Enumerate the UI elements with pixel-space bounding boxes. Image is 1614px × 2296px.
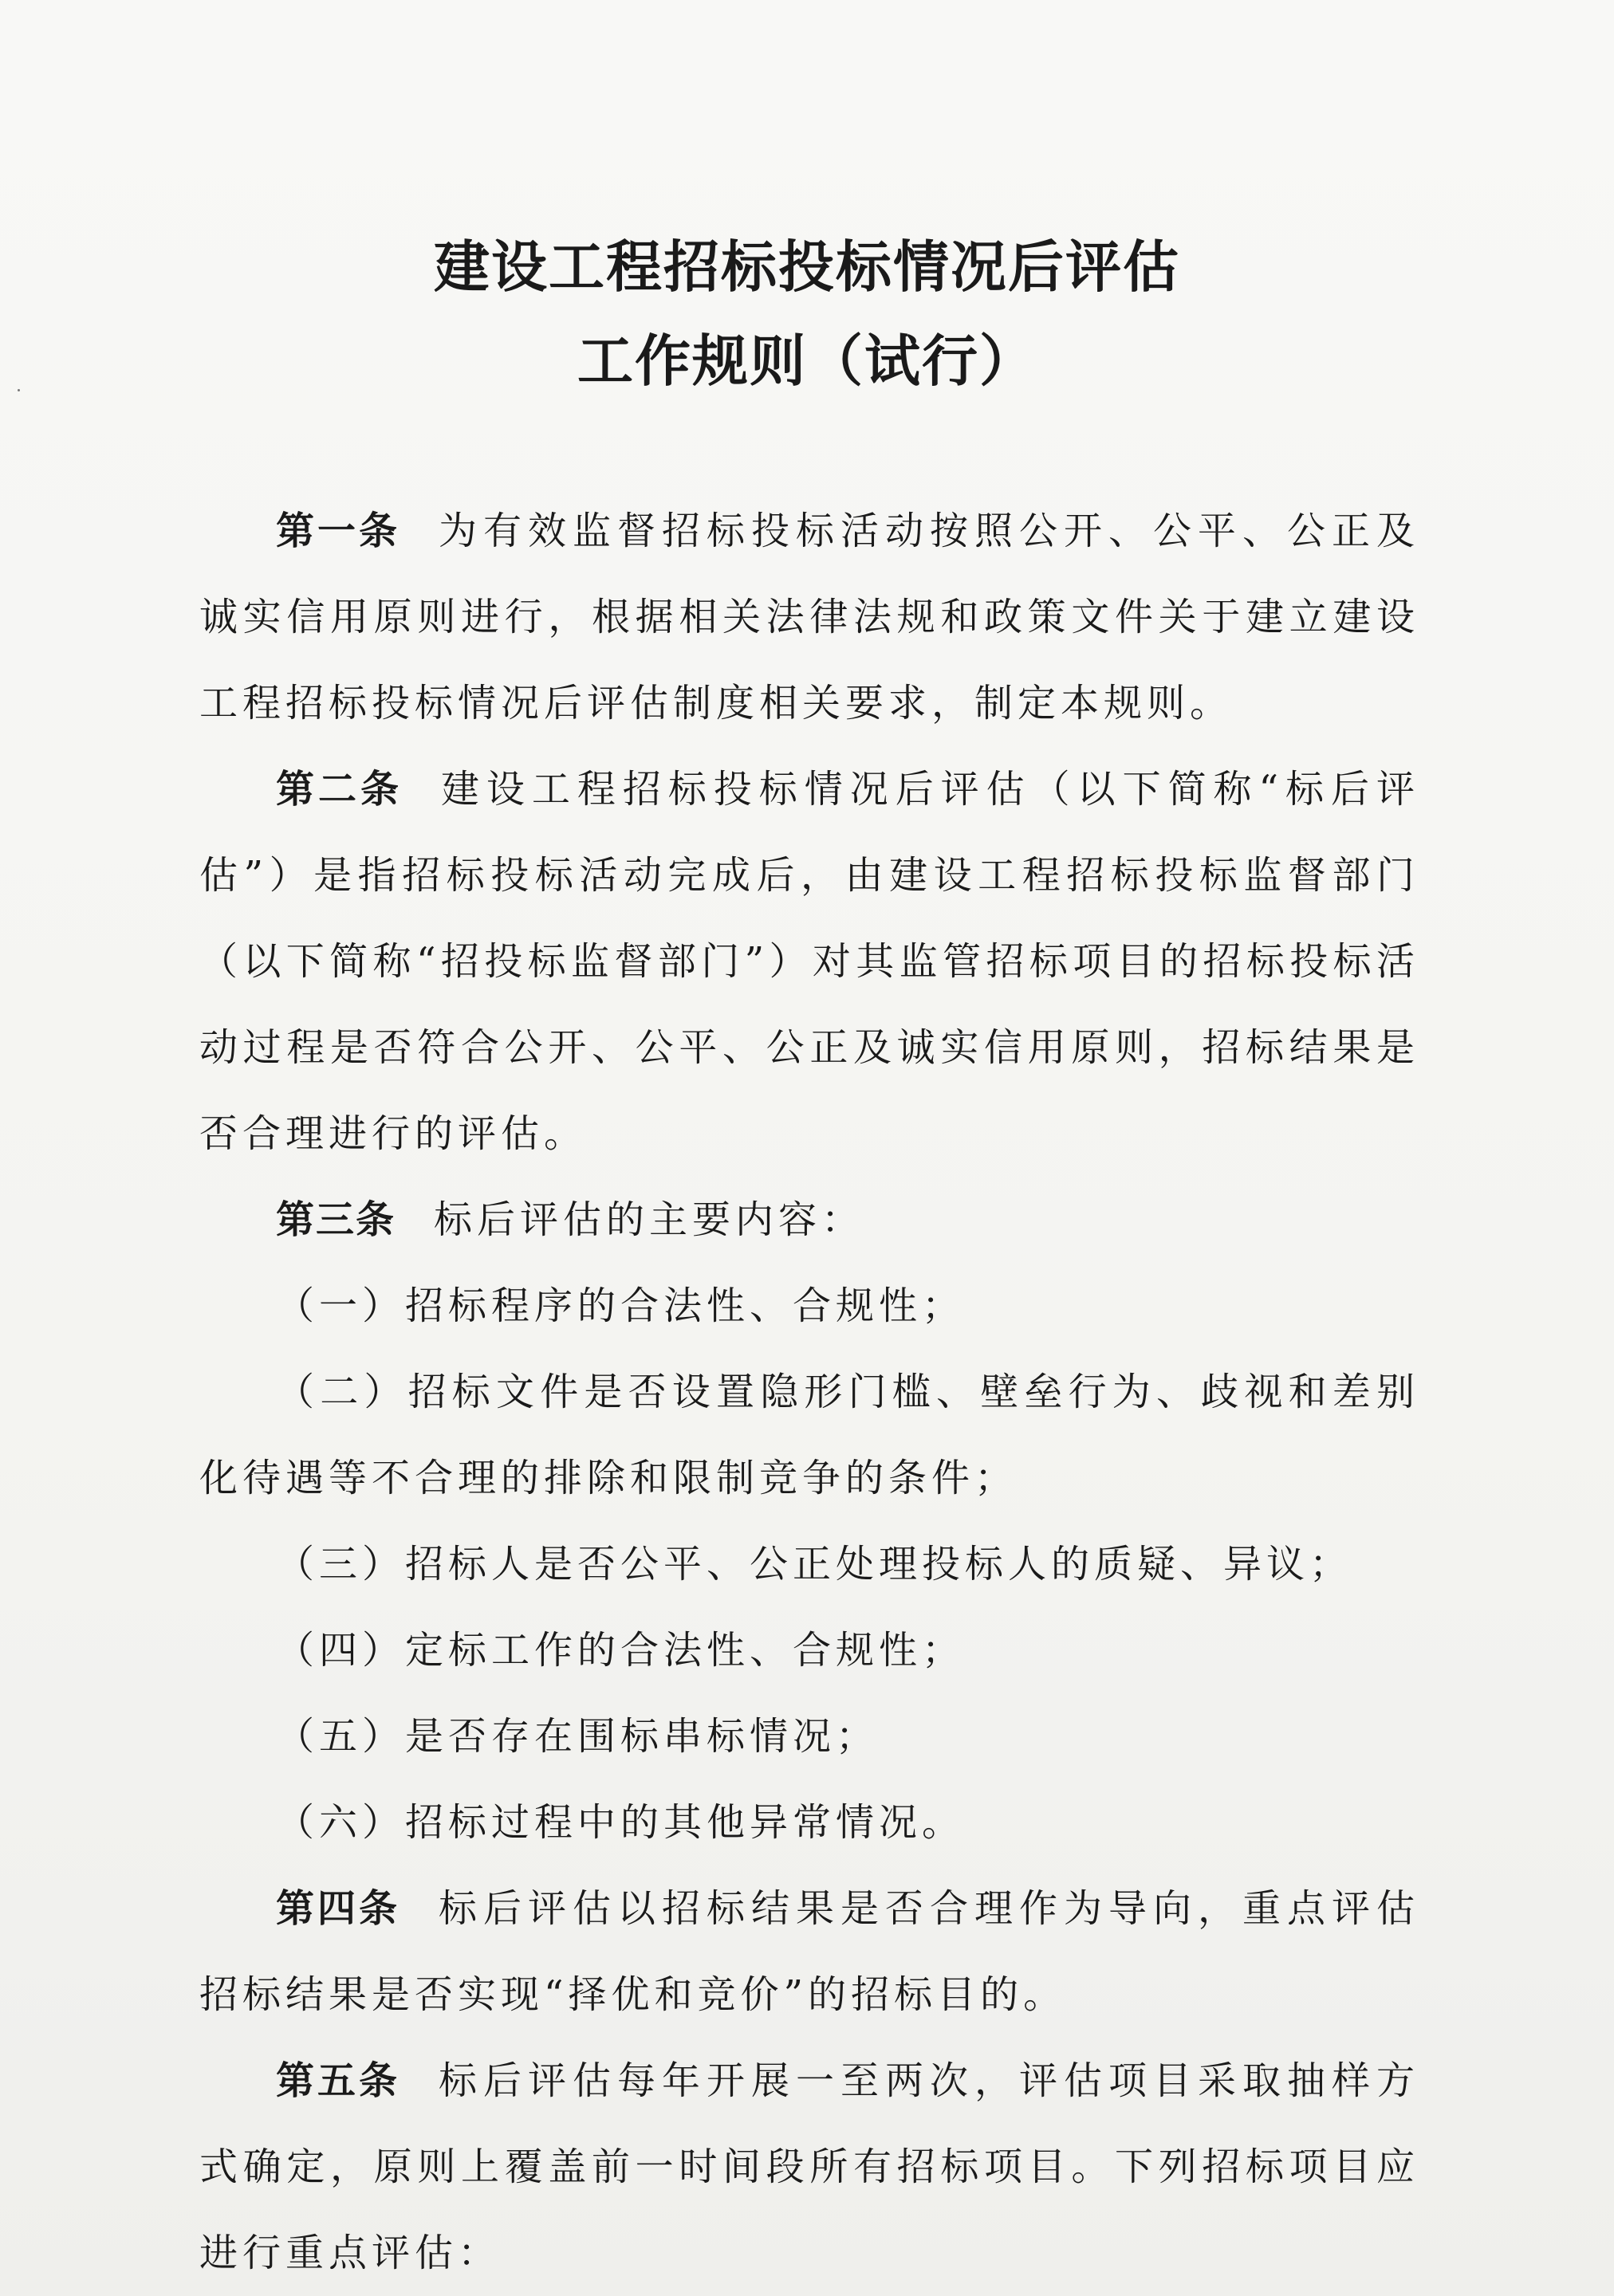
- list-item-text: （六）招标过程中的其他异常情况。: [276, 1800, 966, 1845]
- scan-speck: [18, 389, 20, 391]
- document-title-line2: 工作规则（试行）: [577, 328, 1037, 394]
- list-item: [199, 1349, 1419, 1521]
- list-item-text: （五）是否存在围标串标情况；: [276, 1714, 880, 1759]
- list-item: [199, 1521, 1419, 1607]
- article-text: 标后评估以招标结果是否合理作为导向，重点评估招标结果是否实现“择优和竞价”的招标目的。: [199, 1886, 1419, 2017]
- list-item-text: （二）招标文件是否设置隐形门槛、壁垒行为、歧视和差别化待遇等不合理的排除和限制竞争的条件；: [199, 1370, 1419, 1500]
- list-item-text: （一）招标程序的合法性、合规性；: [276, 1284, 966, 1328]
- article-2: [199, 746, 1419, 1177]
- article-label: 第一条: [276, 509, 400, 553]
- article-label: 第三条: [276, 1197, 396, 1242]
- article-text: 标后评估每年开展一至两次，评估项目采取抽样方式确定，原则上覆盖前一时间段所有招标项目。下列招标项目应进行重点评估：: [199, 2058, 1419, 2275]
- article-label: 第五条: [276, 2058, 400, 2103]
- article-label: 第四条: [276, 1886, 400, 1931]
- list-item-text: （三）招标人是否公平、公正处理投标人的质疑、异议；: [276, 1542, 1353, 1586]
- article-1: [199, 488, 1419, 746]
- article-text: 为有效监督招标投标活动按照公开、公平、公正及诚实信用原则进行，根据相关法律法规和政策文件关于建立建设工程招标投标情况后评估制度相关要求，制定本规则。: [199, 509, 1419, 725]
- list-item: [199, 1607, 1419, 1693]
- article-5: [199, 2038, 1419, 2296]
- article-text: 标后评估的主要内容：: [434, 1197, 865, 1242]
- list-item: [199, 1693, 1419, 1779]
- article-3: [199, 1177, 1419, 1263]
- article-text: 建设工程招标投标情况后评估（以下简称“标后评估”）是指招标投标活动完成后，由建设工程招标投标监督部门（以下简称“招投标监督部门”）对其监管招标项目的招标投标活动过程是否符合公开、公平、公正及诚实信用原则，招标结果是否合理进行的评估。: [199, 767, 1419, 1156]
- list-item: [199, 1263, 1419, 1349]
- document-title-line1: 建设工程招标投标情况后评估: [434, 234, 1180, 300]
- list-item-text: （四）定标工作的合法性、合规性；: [276, 1628, 966, 1673]
- list-item: [199, 1779, 1419, 1866]
- document-body: [199, 488, 1419, 2296]
- article-4: [199, 1866, 1419, 2038]
- article-label: 第二条: [276, 767, 403, 812]
